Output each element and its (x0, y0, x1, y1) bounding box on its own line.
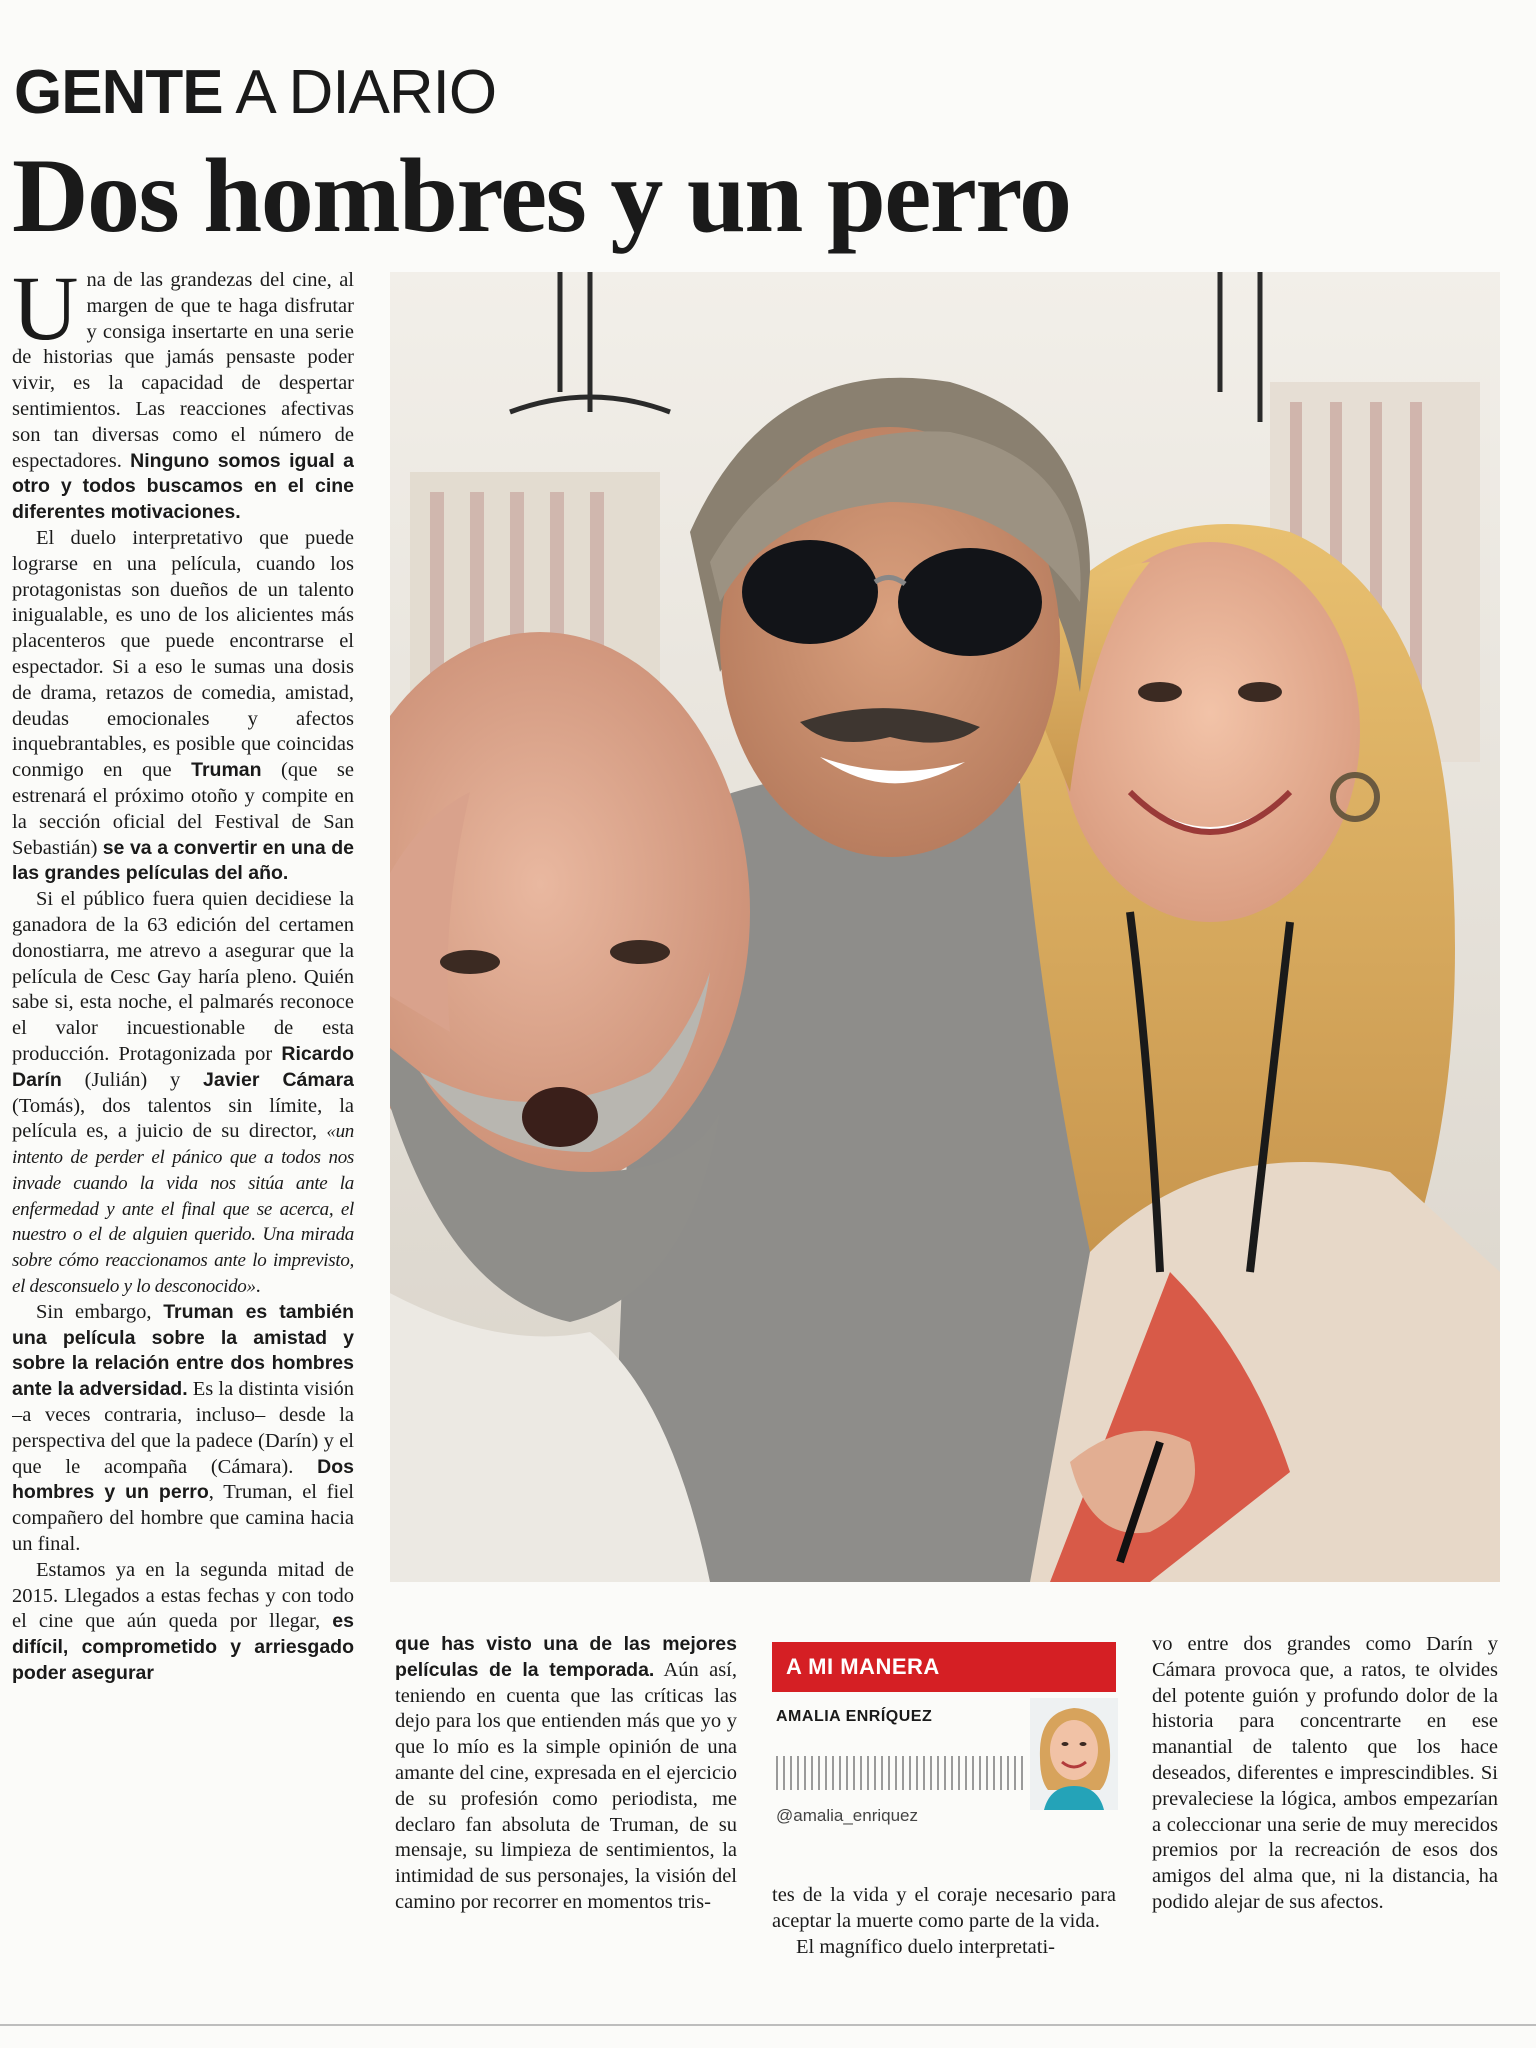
author-photo (1030, 1698, 1118, 1810)
main-photo (390, 272, 1500, 1582)
selfie-photo-icon (390, 272, 1500, 1582)
decorative-rule (776, 1756, 1024, 1790)
article-column-2: que has visto una de las mejores películas de la temporada. Aún así, teniendo en cuenta que las críticas las dejo para los que entienden más que yo y que lo mío es la simple opinión de una amante del cine, expresada en el ejercicio de su profesión como periodista, me declaro fan absoluta de Truman, de su mensaje, su limpieza de sentimientos, la intimidad de sus personajes, la visión del camino por recorrer en momentos tris- (395, 1633, 737, 1913)
section-header-light: A DIARIO (222, 58, 497, 127)
article-column-4: vo entre dos grandes como Darín y Cámara provoca que, a ratos, te olvides del potente guión y profundo dolor de la historia para concentrarte en ese manantial de talento que los hace deseados, diferentes e imprescindibles. Si prevaleciese la lógica, ambos empezarían a coleccionar una serie de muy merecidos premios por la recreación de esos dos amigos del alma que, ni la distancia, ha podido alejar de sus afectos. (1152, 1633, 1498, 1913)
section-header (14, 58, 496, 128)
article-column-1: Una de las grandezas del cine, al margen de que te haga disfrutar y consiga insertarte en una serie de historias que jamás pensaste poder vivir, es la capacidad de despertar sentimientos. Las reacciones afectivas son tan diversas como el número de espectadores. Ninguno somos igual a otro y todos buscamos en el cine diferentes motivaciones. El duelo interpretativo que puede lograrse en una película, cuando los protagonistas son dueños de un talento inigualable, es uno de los alicientes más placenteros que puede encontrarse el espectador. Si a eso le sumas una dosis de drama, retazos de comedia, amistad, deudas emocionales y afectos inquebrantables, es posible que coincidas conmigo en que Truman (que se estrenará el próximo otoño y compite en la sección oficial del Festival de San Sebastián) se va a convertir en una de las grandes películas del año. Si el público fuera quien decidiese la ganadora de la 63 edición del certamen donostiarra, me atrevo a asegurar que la película de Cesc Gay haría pleno. Quién sabe si, esta noche, el palmarés reconoce el valor incuestionable de esta producción. Protagonizada por Ricardo Darín (Julián) y Javier Cámara (Tomás), dos talentos sin límite, la película es, a juicio de su director, «un intento de perder el pánico que a todos nos invade cuando la vida nos sitúa ante la enfermedad y ante el final que se acerca, el nuestro o el de alguien querido. Una mirada sobre cómo reaccionamos ante lo imprevisto, el desconsuelo y lo desconocido». Sin embargo, Truman es también una película sobre la amistad y sobre la relación entre dos hombres ante la adversidad. Es la distinta visión –a veces contraria, incluso– desde la perspectiva del que la padece (Darín) y el que le acompaña (Cámara). Dos hombres y un perro, Truman, el fiel compañero del hombre que camina hacia un final. Estamos ya en la segunda mitad de 2015. Llegados a estas fechas y con todo el cine que aún queda por llegar, es difícil, comprometido y arriesgado poder asegurar (12, 268, 354, 1685)
drop-cap: U (12, 268, 79, 359)
footer-rule (0, 2024, 1536, 2026)
section-header-bold: GENTE (14, 58, 223, 127)
article-column-3: tes de la vida y el coraje necesario para aceptar la muerte como parte de la vida. El magnífico duelo interpretati- (772, 1884, 1116, 1958)
column-kicker: A MI MANERA (786, 1654, 940, 1679)
author-portrait-icon (1030, 1698, 1118, 1810)
column-author: AMALIA ENRÍQUEZ (776, 1708, 933, 1725)
headline: Dos hombres y un perro (12, 137, 1071, 254)
author-handle: @amalia_enriquez (776, 1806, 919, 1825)
